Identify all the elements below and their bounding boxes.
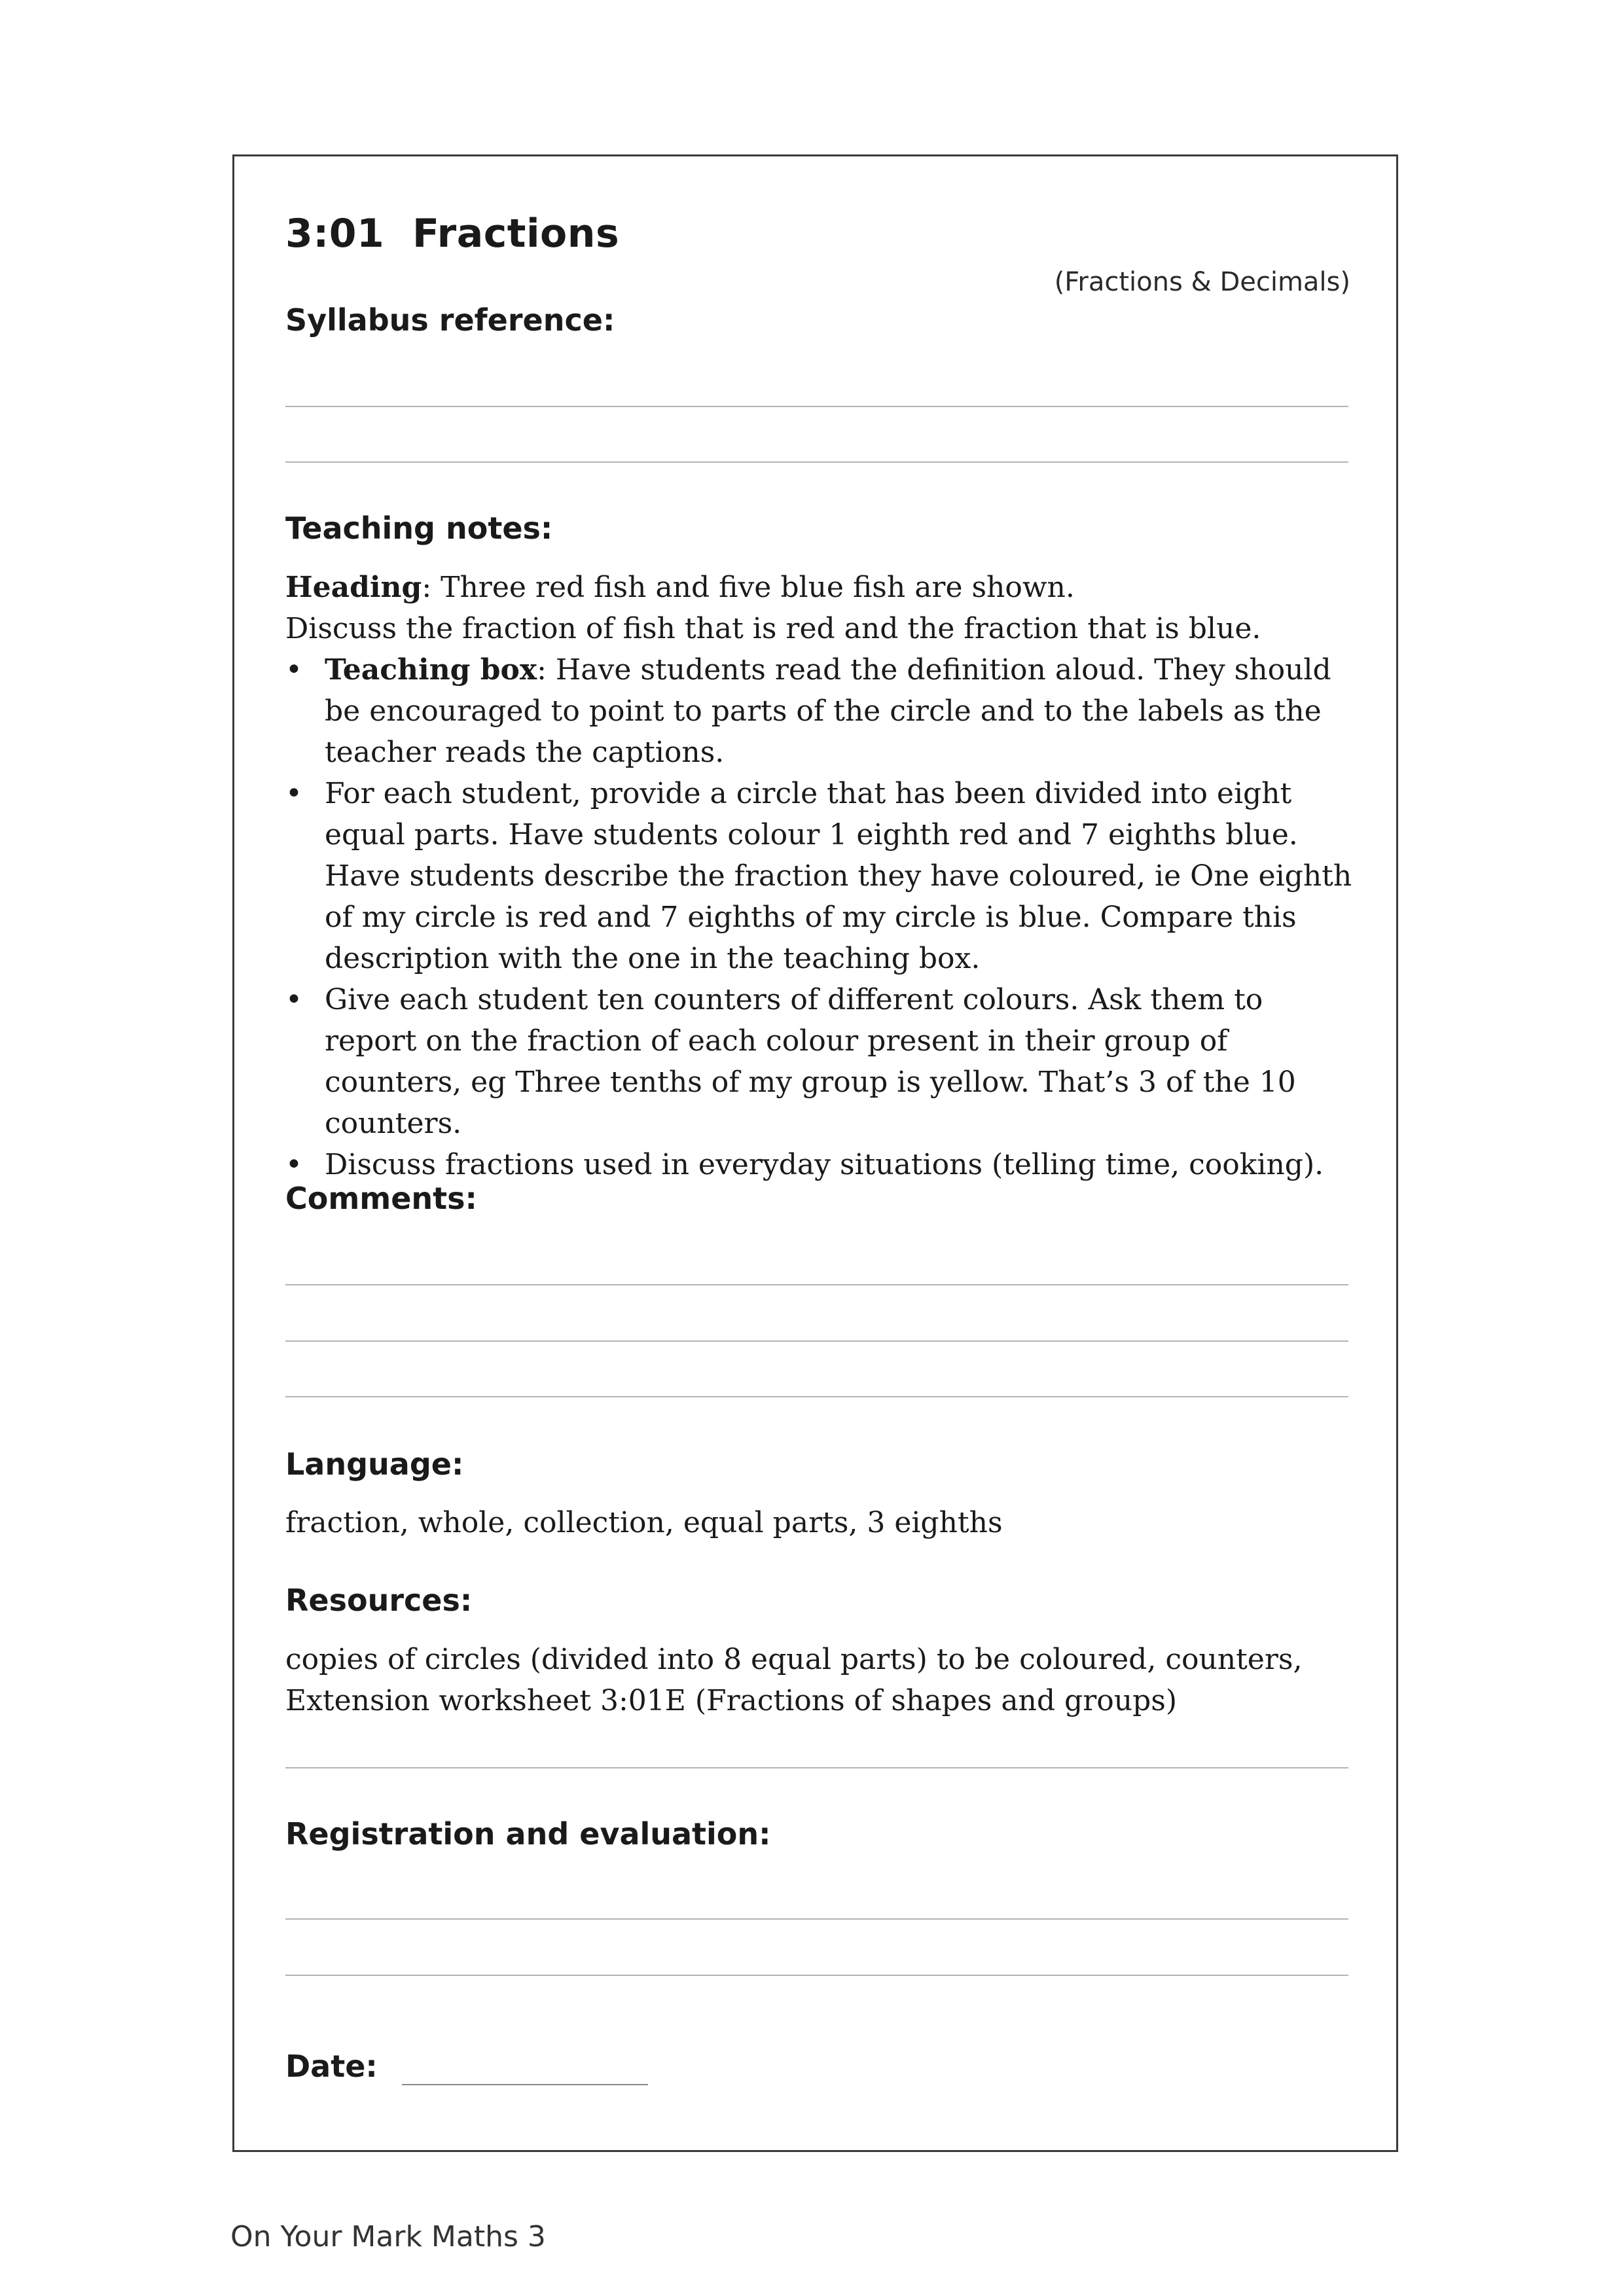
comments-heading: Comments:: [285, 1181, 477, 1216]
resources-line: copies of circles (divided into 8 equal parts) to be coloured, counters,: [285, 1643, 1303, 1676]
footer-text: On Your Mark Maths 3: [230, 2220, 546, 2253]
date-label: Date:: [285, 2049, 378, 2084]
resources-rule: [285, 1767, 1348, 1768]
language-text: fraction, whole, collection, equal parts, 3 eighths: [285, 1506, 1003, 1539]
comments-line-2: [285, 1340, 1348, 1342]
list-item: [285, 1144, 1359, 1185]
strand-label: (Fractions & Decimals): [1054, 267, 1350, 297]
comments-line-1: [285, 1284, 1348, 1285]
heading-note-text: : Three red fish and five blue fish are shown.: [422, 571, 1075, 604]
comments-line-3: [285, 1396, 1348, 1397]
heading-note: [285, 567, 1359, 608]
list-item: [285, 773, 1359, 979]
resources-heading: Resources:: [285, 1583, 473, 1618]
date-field-line: [402, 2084, 648, 2085]
list-item: [285, 649, 1359, 773]
list-item: [285, 979, 1359, 1144]
language-heading: Language:: [285, 1446, 464, 1482]
teaching-notes-heading: Teaching notes:: [285, 511, 553, 546]
bullet-icon: •: [285, 983, 302, 1016]
list-item-text: For each student, provide a circle that has been divided into eight equal parts. Have students colour 1 eighth red and 7 eighths blue. Have students describe the fraction they have coloured, ie One eighth of my circle is red and 7 eighths of my circle is blue. Compare this description with the one in the teaching box.: [325, 777, 1352, 975]
syllabus-line-1: [285, 406, 1348, 407]
page-title: 3:01 Fractions: [285, 211, 620, 257]
registration-heading: Registration and evaluation:: [285, 1816, 771, 1852]
resources-text: [285, 1639, 1359, 1721]
list-item-text: : Have students read the definition aloud. They should be encouraged to point to parts of the circle and to the labels as the teacher reads the captions.: [325, 653, 1331, 769]
bullet-icon: •: [285, 653, 302, 687]
discuss-note: Discuss the fraction of fish that is red and the fraction that is blue.: [285, 612, 1261, 645]
syllabus-line-2: [285, 461, 1348, 463]
list-item-label: Teaching box: [325, 653, 537, 687]
teaching-notes-body: [285, 567, 1359, 1185]
list-item-text: Discuss fractions used in everyday situations (telling time, cooking).: [325, 1148, 1324, 1181]
heading-note-label: Heading: [285, 571, 422, 604]
bullet-icon: •: [285, 777, 302, 810]
registration-line-2: [285, 1975, 1348, 1976]
teaching-notes-list: [285, 649, 1359, 1185]
registration-line-1: [285, 1918, 1348, 1920]
list-item-text: Give each student ten counters of different colours. Ask them to report on the fraction of each colour present in their group of counters, eg Three tenths of my group is yellow. That’s 3 of the 10 counters.: [325, 983, 1296, 1140]
bullet-icon: •: [285, 1148, 302, 1181]
resources-line: Extension worksheet 3:01E (Fractions of shapes and groups): [285, 1684, 1177, 1717]
syllabus-heading: Syllabus reference:: [285, 302, 615, 338]
